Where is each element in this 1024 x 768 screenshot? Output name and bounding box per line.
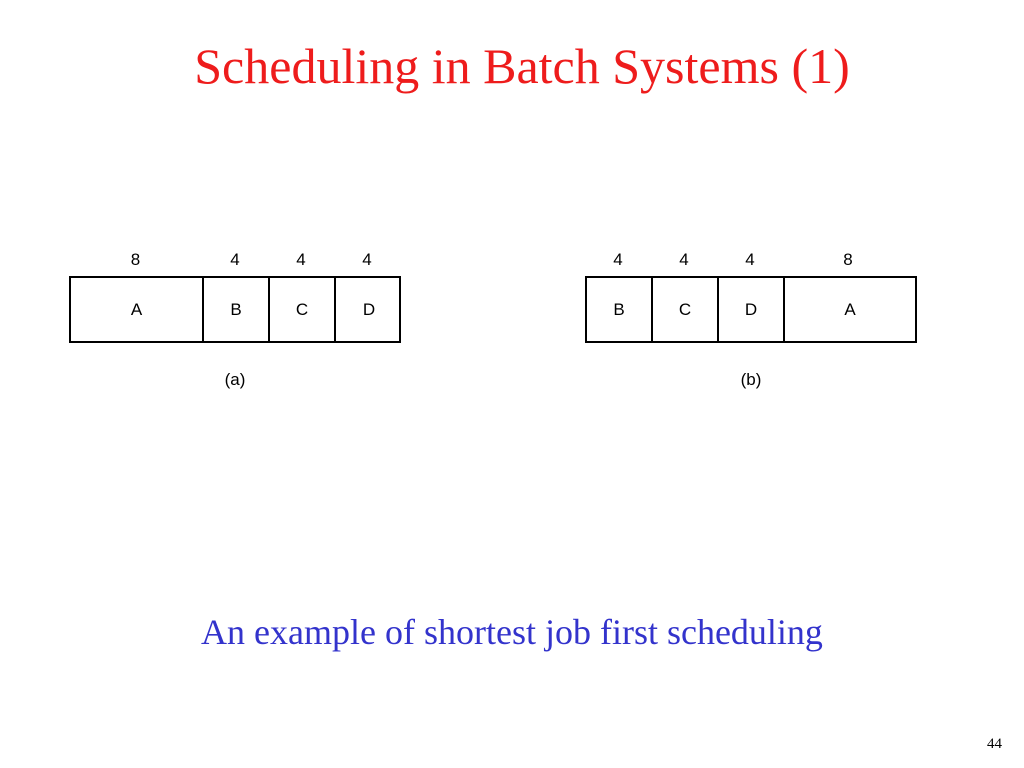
- duration-label: 4: [613, 250, 623, 269]
- duration-label: 4: [230, 250, 240, 269]
- duration-label: 4: [296, 250, 306, 269]
- diagram-b: [585, 240, 917, 400]
- job-box: B: [204, 278, 270, 341]
- page-number: 44: [987, 736, 1002, 752]
- slide-subtitle: An example of shortest job first scheduling: [201, 612, 823, 652]
- job-box: D: [362, 299, 376, 319]
- job-box: C: [270, 278, 336, 341]
- diagram-caption-a: (a): [224, 370, 246, 389]
- job-sequence-b: [585, 276, 917, 343]
- job-box: A: [71, 278, 204, 341]
- slide-title: Scheduling in Batch Systems (1): [194, 38, 850, 94]
- duration-labels-b: [585, 248, 917, 272]
- duration-label: 4: [679, 250, 689, 269]
- job-sequence-a: [69, 276, 401, 343]
- duration-label: 8: [130, 250, 141, 269]
- duration-labels-a: [69, 248, 401, 272]
- job-box: C: [653, 278, 719, 341]
- job-box: A: [844, 299, 856, 319]
- diagram-a: [69, 240, 401, 400]
- duration-label: 4: [362, 250, 372, 269]
- duration-label: 8: [843, 250, 853, 269]
- diagram-caption-b: (b): [740, 370, 762, 389]
- duration-label: 4: [745, 250, 755, 269]
- job-box: D: [719, 278, 785, 341]
- job-box: B: [587, 278, 653, 341]
